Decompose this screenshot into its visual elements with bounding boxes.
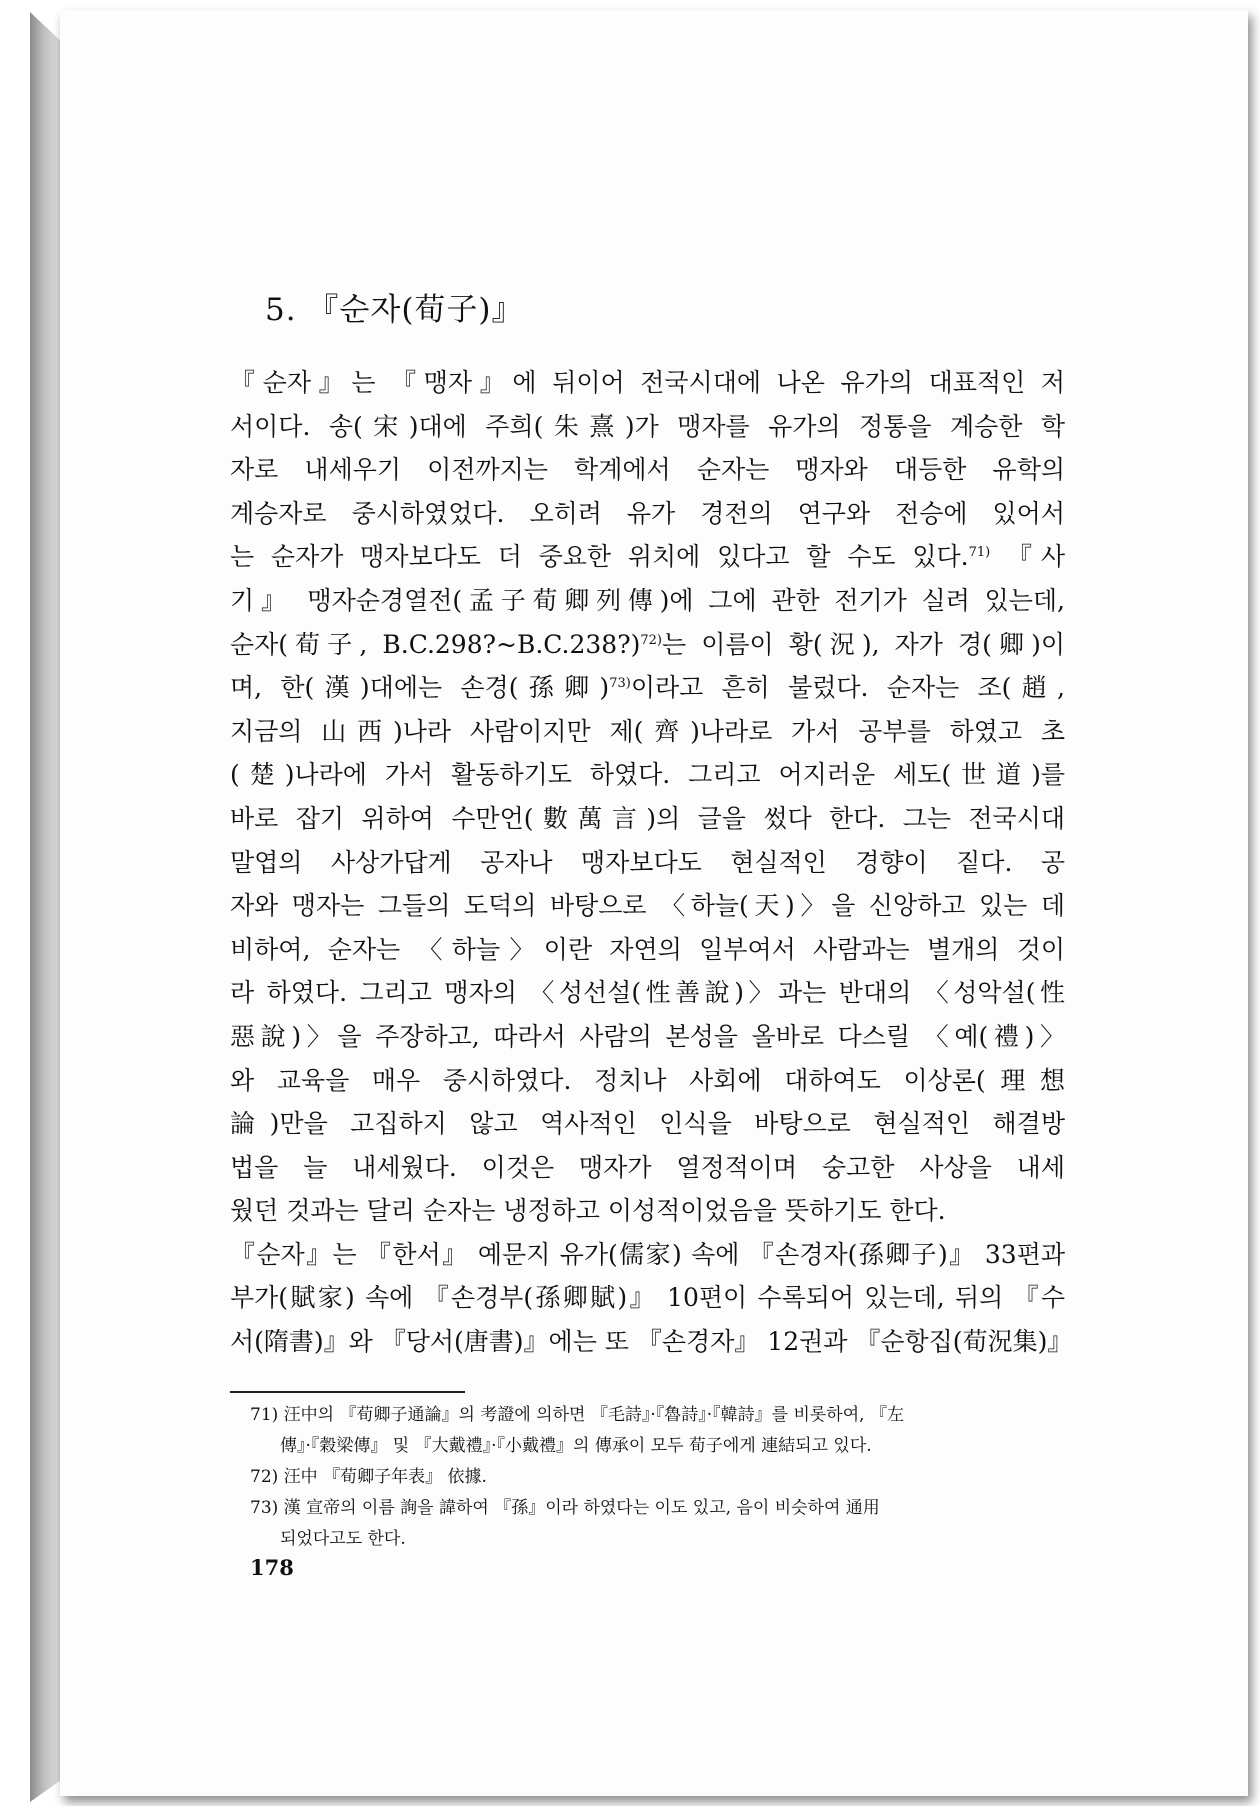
body-line: 『순자』는 『맹자』에 뒤이어 전국시대에 나온 유가의 대표적인 저 bbox=[230, 368, 1065, 397]
body-line: 계승자로 중시하였었다. 오히려 유가 경전의 연구와 전승에 있어서 bbox=[230, 498, 1065, 528]
footnote-71: 71) 汪中의 『荀卿子通論』의 考證에 의하면 『毛詩』·『魯詩』·『韓詩』를 비롯하여, 『左 bbox=[250, 1405, 904, 1425]
body-line: 바로 잡기 위하여 수만언(數萬言)의 글을 썼다 한다. 그는 전국시대 bbox=[230, 803, 1065, 833]
body-line: 와 교육을 매우 중시하였다. 정치나 사회에 대하여도 이상론(理想 bbox=[230, 1065, 1065, 1095]
body-line: 라 하였다. 그리고 맹자의 〈성선설(性善說)〉과는 반대의 〈성악설(性 bbox=[230, 978, 1065, 1008]
body-line: 『순자』는 『한서』 예문지 유가(儒家) 속에 『손경자(孫卿子)』 33편과 bbox=[230, 1239, 1065, 1269]
body-line bbox=[230, 535, 1065, 579]
footnote-72: 72) 汪中 『荀卿子年表』 依據. bbox=[250, 1467, 487, 1487]
body-line: 법을 늘 내세웠다. 이것은 맹자가 열정적이며 숭고한 사상을 내세 bbox=[230, 1152, 1065, 1182]
body-line-tail: 이라고 흔히 불렀다. 순자는 조(趙, bbox=[630, 673, 1065, 703]
body-line-tail: 『사 bbox=[1007, 542, 1066, 572]
body-line: 자와 맹자는 그들의 도덕의 바탕으로 〈하늘(天)〉을 신앙하고 있는 데 bbox=[230, 891, 1065, 921]
body-line-text: 순자(荀子, B.C.298?~B.C.238?) bbox=[230, 629, 641, 659]
footnote-ref-72: 72) bbox=[640, 632, 662, 648]
body-line: 부가(賦家) 속에 『손경부(孫卿賦)』 10편이 수록되어 있는데, 뒤의 『수 bbox=[230, 1283, 1065, 1313]
body-line: 기』 맹자순경열전(孟子荀卿列傳)에 그에 관한 전기가 실려 있는데, bbox=[230, 585, 1065, 615]
footnote-ref-73: 73) bbox=[609, 676, 631, 692]
body-line-tail: 는 이름이 황(況), 자가 경(卿)이 bbox=[661, 629, 1065, 659]
body-line: 지금의 山西)나라 사람이지만 제(齊)나라로 가서 공부를 하였고 초 bbox=[230, 716, 1065, 746]
body-line: 서(隋書)』와 『당서(唐書)』에는 또 『손경자』 12권과 『순항집(荀況集)』 bbox=[230, 1327, 1073, 1357]
body-line: 비하여, 순자는 〈하늘〉이란 자연의 일부여서 사람과는 별개의 것이 bbox=[230, 934, 1065, 964]
body-line-text: 는 순자가 맹자보다도 더 중요한 위치에 있다고 할 수도 있다. bbox=[230, 542, 969, 572]
body-line: (楚)나라에 가서 활동하기도 하였다. 그리고 어지러운 세도(世道)를 bbox=[230, 760, 1065, 790]
footnotes bbox=[250, 1400, 1065, 1555]
section-heading: 5. 『순자(荀子)』 bbox=[265, 292, 524, 328]
body-line-text: 며, 한(漢)대에는 손경(孫卿) bbox=[230, 673, 610, 703]
footnote-73-continued: 되었다고도 한다. bbox=[280, 1529, 406, 1549]
page-number: 178 bbox=[250, 1555, 294, 1580]
footnote-ref-71: 71) bbox=[968, 545, 991, 561]
body-line bbox=[230, 666, 1065, 710]
body-line: 論)만을 고집하지 않고 역사적인 인식을 바탕으로 현실적인 해결방 bbox=[230, 1109, 1065, 1139]
body-line: 자로 내세우기 이전까지는 학계에서 순자는 맹자와 대등한 유학의 bbox=[230, 455, 1065, 485]
body-line: 惡說)〉을 주장하고, 따라서 사람의 본성을 올바로 다스릴 〈예(禮)〉 bbox=[230, 1021, 1065, 1051]
body-text bbox=[230, 361, 1073, 1364]
body-line: 말엽의 사상가답게 공자나 맹자보다도 현실적인 경향이 짙다. 공 bbox=[230, 847, 1065, 877]
body-line: 서이다. 송(宋)대에 주희(朱熹)가 맹자를 유가의 정통을 계승한 학 bbox=[230, 411, 1065, 441]
footnote-divider bbox=[230, 1391, 465, 1393]
footnote-71-continued: 傳』·『穀梁傳』 및 『大戴禮』·『小戴禮』의 傳承이 모두 荀子에게 連結되고 있다. bbox=[280, 1436, 872, 1456]
body-line: 웠던 것과는 달리 순자는 냉정하고 이성적이었음을 뜻하기도 한다. bbox=[230, 1196, 946, 1226]
footnote-73: 73) 漢 宣帝의 이름 詢을 諱하여 『孫』이라 하였다는 이도 있고, 음이 비슷하여 通用 bbox=[250, 1498, 880, 1518]
body-line bbox=[230, 623, 1065, 667]
